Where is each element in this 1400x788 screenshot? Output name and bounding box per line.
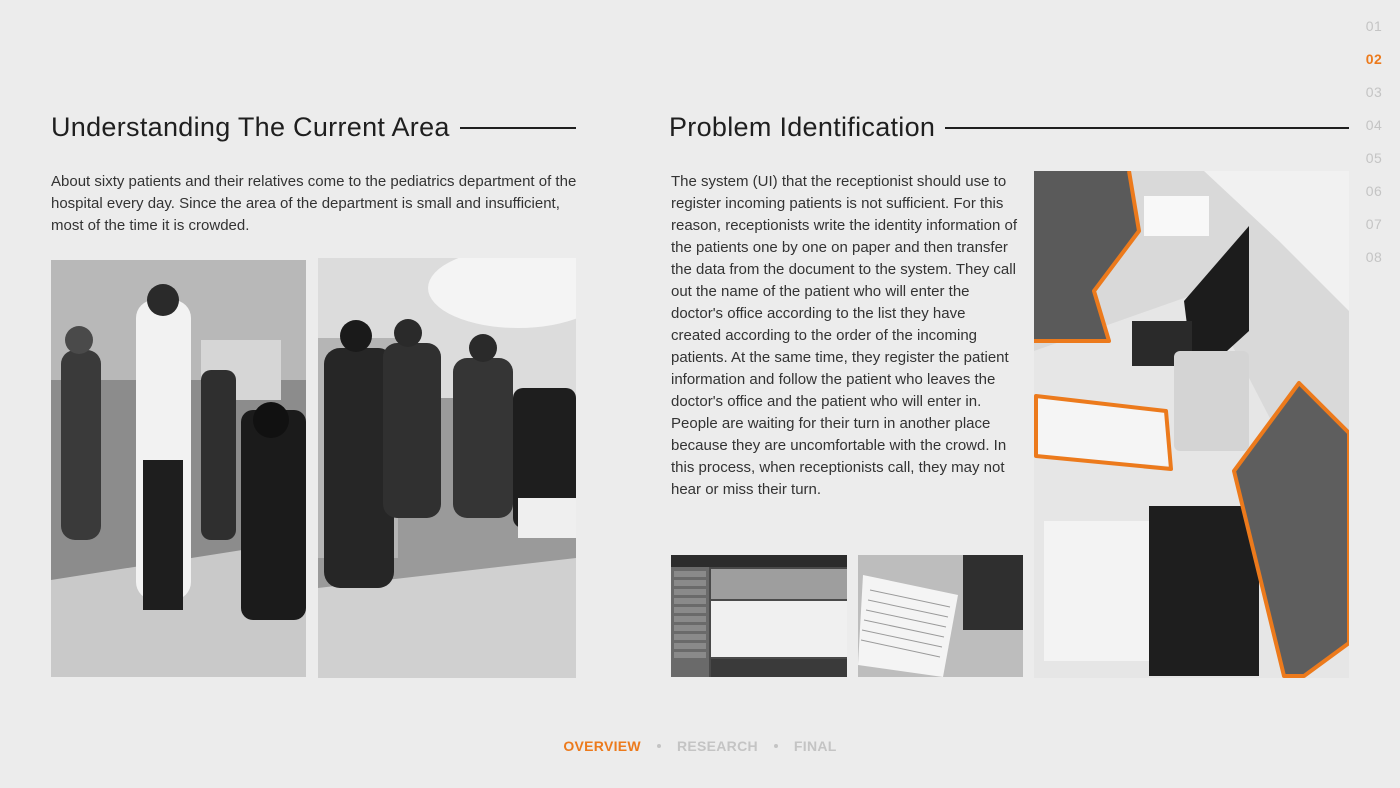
nav-research[interactable]: RESEARCH [676, 738, 758, 754]
section-title-problem [669, 112, 1349, 143]
hallway-crowd-photo [318, 258, 576, 678]
nav-separator [657, 744, 661, 748]
problem-description: The system (UI) that the receptionist should use to register incoming patients is not sufficient. For this reason, receptionists write the identity information of the patients one by one on paper and then transfer the data from the document to the system. They call out the name of the patient who will enter the doctor's office according to the list they have created according to the order of the incoming patients. At the same time, they register the patient information and follow the patient who leaves the doctor's office and the patient who will enter in. People are waiting for their turn in another place because they are uncomfortable with the crowd. In this process, when receptionists call, they may not hear or miss their turn. [671, 173, 1018, 498]
nav-final[interactable]: FINAL [793, 738, 837, 754]
registration-software-screenshot [671, 555, 847, 677]
section-title-text: Problem Identification [669, 112, 936, 142]
page-index-03[interactable]: 03 [1365, 84, 1383, 100]
nav-overview[interactable]: OVERVIEW [563, 738, 641, 754]
page-index-01[interactable]: 01 [1365, 18, 1383, 34]
waiting-area-photo [51, 260, 306, 677]
paper-registry-photo [858, 555, 1023, 677]
page-index-04[interactable]: 04 [1365, 117, 1383, 133]
page-index [1362, 14, 1386, 278]
title-rule [945, 127, 1349, 129]
nav-separator [774, 744, 778, 748]
current-area-description: About sixty patients and their relatives come to the pediatrics department of the hospital every day. Since the area of the department is small and insufficient, most of the time it is crowded. [51, 173, 577, 234]
page-index-05[interactable]: 05 [1365, 150, 1383, 166]
page-index-02[interactable]: 02 [1365, 51, 1383, 67]
page-index-08[interactable]: 08 [1365, 249, 1383, 265]
page-index-06[interactable]: 06 [1365, 183, 1383, 199]
section-title-current-area [51, 112, 576, 143]
title-rule [460, 127, 576, 129]
page-index-07[interactable]: 07 [1365, 216, 1383, 232]
bottom-navigation [0, 738, 1400, 754]
section-title-text: Understanding The Current Area [51, 112, 450, 142]
reception-desk-photo [1034, 171, 1349, 678]
